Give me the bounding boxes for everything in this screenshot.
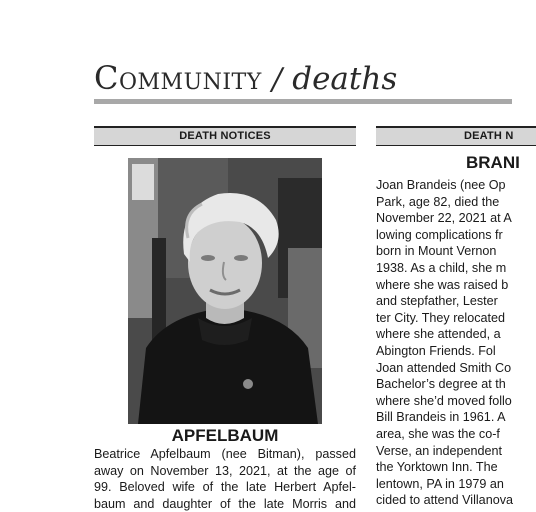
text-line: Abington Friends. Fol bbox=[376, 343, 496, 358]
text-line: away on November 13, 2021, at the age of bbox=[94, 463, 356, 478]
text-line: 1938. As a child, she m bbox=[376, 260, 507, 275]
text-line: cided to attend Villanova bbox=[376, 493, 513, 508]
text-line: where she’d moved follo bbox=[376, 393, 512, 408]
text-line: born in Mount Vernon bbox=[376, 244, 497, 259]
text-line: Verse, an independent bbox=[376, 443, 503, 458]
section-name: Community bbox=[94, 59, 262, 97]
text-line: the Yorktown Inn. The bbox=[376, 460, 498, 475]
text-line: November 22, 2021 at A bbox=[376, 211, 512, 226]
deceased-name-cut: BRANI bbox=[466, 153, 520, 172]
text-line: Beatrice Apfelbaum (nee Bitman), passed bbox=[94, 447, 356, 461]
left-column bbox=[94, 126, 356, 511]
section-title bbox=[94, 58, 397, 100]
section-separator: / bbox=[271, 62, 283, 97]
text-line: lowing complications fr bbox=[376, 227, 503, 242]
text-line: and stepfather, Lester bbox=[376, 294, 498, 309]
text-line: 99. Beloved wife of the late Herbert Apfel- bbox=[94, 480, 356, 495]
text-line: Park, age 82, died the bbox=[376, 194, 500, 209]
obituary-text-cut bbox=[376, 177, 536, 509]
death-notices-banner: DEATH NOTICES bbox=[94, 126, 356, 146]
text-line: where she attended, a bbox=[376, 327, 501, 342]
text-line: where she was raised b bbox=[376, 277, 509, 292]
text-line: area, she was the co-f bbox=[376, 426, 500, 441]
right-column bbox=[376, 126, 536, 508]
text-line: Bill Brandeis in 1961. A bbox=[376, 410, 506, 425]
title-rule bbox=[94, 99, 512, 104]
text-line: Joan Brandeis (nee Op bbox=[376, 178, 506, 192]
portrait-photo bbox=[128, 158, 322, 424]
subsection-name: deaths bbox=[292, 61, 398, 97]
portrait-illustration bbox=[128, 158, 322, 424]
obituary-text bbox=[94, 446, 356, 512]
text-line: baum and daughter of the late Morris and bbox=[94, 496, 356, 511]
deceased-name: APFELBAUM bbox=[171, 426, 279, 445]
text-line: Bachelor’s degree at th bbox=[376, 377, 506, 392]
text-line: lentown, PA in 1979 an bbox=[376, 476, 504, 491]
text-line: ter City. They relocated bbox=[376, 310, 506, 325]
death-notices-banner-cut: DEATH N bbox=[376, 126, 536, 146]
text-line: Joan attended Smith Co bbox=[376, 360, 512, 375]
